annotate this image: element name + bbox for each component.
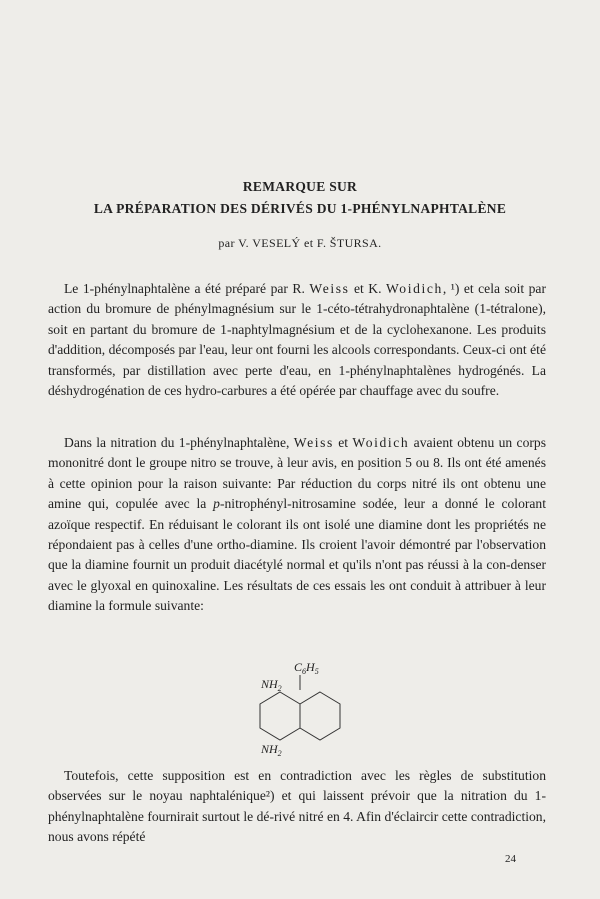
author-name-woidich: Woidich	[352, 435, 410, 450]
naphthalene-structure	[245, 656, 365, 756]
chemical-formula	[245, 656, 365, 756]
formula-nh2-top: $NH_2$	[261, 677, 282, 693]
p2-text-c: avaient obtenu un corps mononitré dont le groupe nitro se trouve, à leur avis, en position 5 ou 8. Ils ont été amenés à cette opinion pour la raison suivante: Par réduction du corps nitré ils ont obtenu une amine qui, copulée avec la	[48, 435, 546, 512]
formula-c6h5-label: $C_6H_5$	[294, 660, 319, 676]
page-number: 24	[505, 853, 516, 865]
paragraph-2	[48, 433, 546, 617]
title-line-1: REMARQUE SUR	[242, 179, 358, 194]
p2-text-b: et	[333, 435, 353, 450]
paragraph-3: Toutefois, cette supposition est en contradiction avec les règles de substitution observées sur le noyau naphtalénique²) et qui laissent prévoir que la nitration du 1-phénylnaphtalène fournirait surtout le dé-rivé nitré en 4. Afin d'éclaircir cette contradiction, nous avons répété	[48, 768, 546, 845]
ring-left	[260, 692, 300, 740]
author-name-woidich: Woidich	[385, 281, 443, 296]
p2-text-a: Dans la nitration du 1-phénylnaphtalène,	[64, 435, 294, 450]
paragraph-1	[48, 279, 546, 401]
p1-text-b: et K.	[349, 281, 386, 296]
ring-right	[300, 692, 340, 740]
author-name-weiss: Weiss	[309, 281, 350, 296]
p1-text-c: , ¹) et cela soit par action du bromure de phénylmagnésium sur le 1-céto-tétrahydronaphtalène (1-tétralone), soit en partant du bromure de 1-naphtylmagnésium et de la cyclohexanone. Les produits d'addition, décomposés par l'eau, leur ont fourni les alcools correspondants. Ceux-ci ont été transformés, par distillation avec perte d'eau, en 1-phénylnaphtalènes hydrogénés. La déshydrogénation de ces hydro-carbures a été opérée par chauffage avec du soufre.	[48, 281, 546, 399]
authors: par V. VESELÝ et F. ŠTURSA.	[218, 236, 382, 250]
p1-text-a: Le 1-phénylnaphtalène a été préparé par R.	[64, 281, 310, 296]
p2-italic-p: p	[213, 496, 220, 512]
p2-text-d: -nitrophényl-nitrosamine sodée, leur a donné le colorant azoïque respectif. En réduisant le colorant ils ont isolé une diamine dont les propriétés ne répondaient pas à celles d'une ortho-diamine. Ils croient l'avoir démontré par l'observation que la diamine fournit un produit diacétylé normal et qu'ils n'ont pas réussi à la con-denser avec le glyoxal en quinoxaline. Les résultats de ces essais les ont conduit à attribuer à leur diamine la formule suivante:	[48, 496, 547, 614]
formula-nh2-bottom: $NH_2$	[261, 742, 282, 756]
author-name-weiss: Weiss	[293, 435, 334, 450]
title-line-2: LA PRÉPARATION DES DÉRIVÉS DU 1-PHÉNYLNAPHTALÈNE	[93, 201, 507, 216]
